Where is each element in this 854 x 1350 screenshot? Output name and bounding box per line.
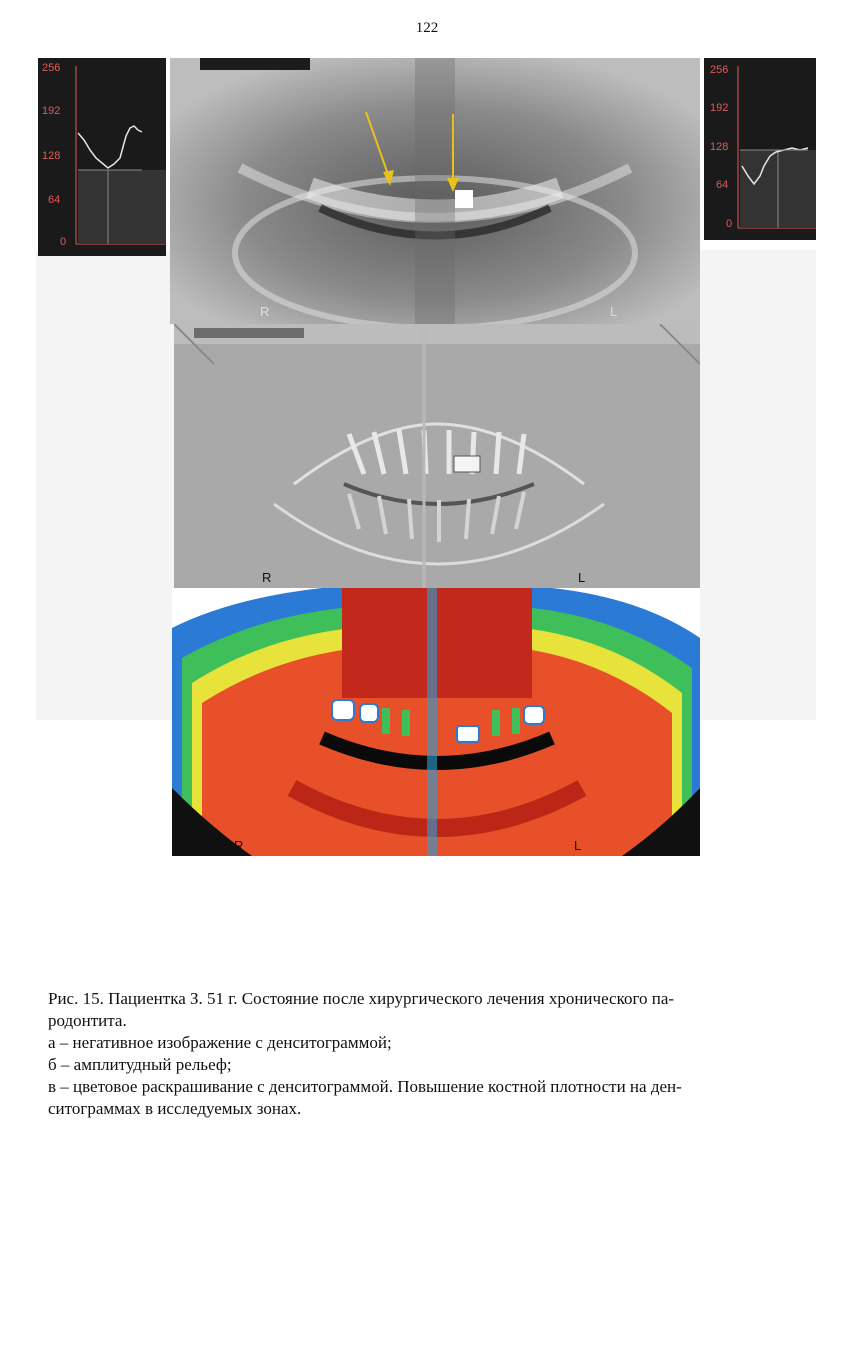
xray-color-coded-image [172, 588, 700, 856]
caption-line-1: Рис. 15. Пациентка З. 51 г. Состояние после хирургического лечения хронического па- [48, 989, 675, 1008]
caption-item-c-1: в – цветовое раскрашивание с денситограммой. Повышение костной плотности на ден- [48, 1077, 682, 1096]
panel-a-right-mark: R [260, 304, 270, 319]
dens-right-tick-256: 256 [710, 64, 729, 76]
dens-right-tick-128: 128 [710, 141, 729, 153]
dens-right-tick-64: 64 [716, 179, 729, 191]
dens-right-tick-192: 192 [710, 102, 729, 114]
dens-left-tick-64: 64 [48, 194, 61, 206]
densitogram-left [38, 58, 166, 256]
caption-line-2: родонтита. [48, 1011, 127, 1030]
panel-b-right-mark: R [262, 570, 272, 585]
dens-right-tick-0: 0 [726, 218, 733, 230]
xray-amplitude-relief [174, 324, 700, 588]
xray-negative-image [170, 58, 700, 324]
page-number: 122 [415, 20, 439, 36]
panel-a-left-mark: L [610, 304, 618, 319]
figure-caption [48, 988, 808, 1120]
caption-item-c-2: ситограммах в исследуемых зонах. [48, 1099, 302, 1118]
panel-c-left-mark: L [574, 838, 582, 853]
panel-b-left-mark: L [578, 570, 586, 585]
dens-left-tick-128: 128 [42, 150, 61, 162]
densitogram-right [704, 58, 816, 240]
panel-c-right-mark: R [234, 838, 244, 853]
dens-left-tick-192: 192 [42, 105, 61, 117]
caption-item-a: а – негативное изображение с денситограммой; [48, 1033, 392, 1052]
caption-item-b: б – амплитудный рельеф; [48, 1055, 232, 1074]
dens-left-tick-256: 256 [42, 62, 61, 74]
dens-left-tick-0: 0 [60, 236, 67, 248]
